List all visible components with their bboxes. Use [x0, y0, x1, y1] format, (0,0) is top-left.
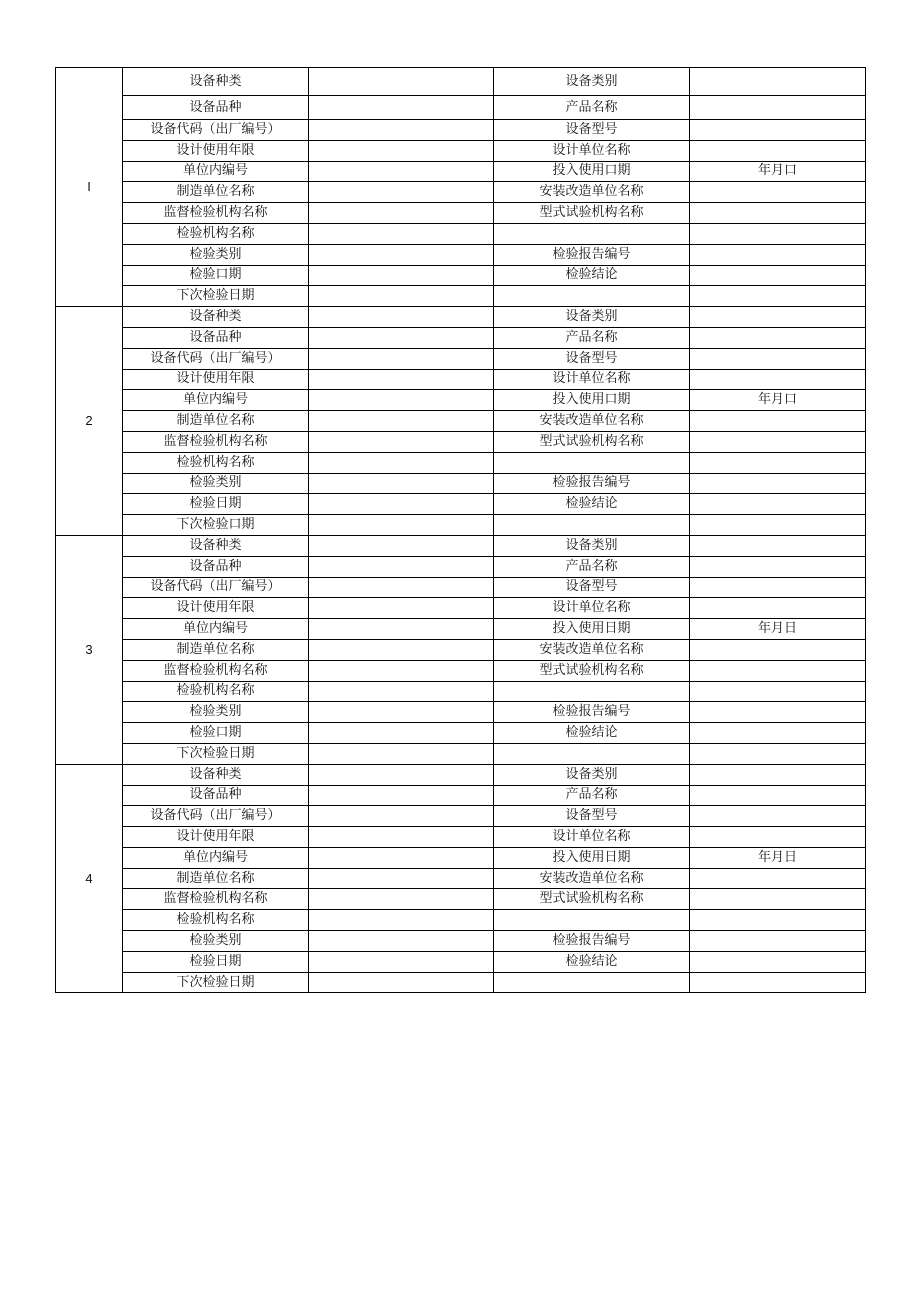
field-label: 设备代码（出厂编号）	[123, 806, 309, 827]
field-value[interactable]	[309, 431, 494, 452]
field-label-right: 设计单位名称	[494, 598, 690, 619]
table-row	[56, 598, 866, 619]
field-label: 检验机构名称	[123, 452, 309, 473]
field-value-right[interactable]	[690, 660, 866, 681]
field-value-right[interactable]	[690, 910, 866, 931]
field-value-right[interactable]	[690, 598, 866, 619]
table-row	[56, 535, 866, 556]
field-value-right[interactable]	[690, 348, 866, 369]
field-label-right	[494, 910, 690, 931]
field-label: 单位内编号	[123, 161, 309, 182]
table-row	[56, 660, 866, 681]
table-row	[56, 348, 866, 369]
field-value-right[interactable]	[690, 182, 866, 203]
field-label-right: 型式试验机构名称	[494, 431, 690, 452]
field-value[interactable]	[309, 223, 494, 244]
field-value[interactable]	[309, 764, 494, 785]
field-value-right[interactable]	[690, 68, 866, 96]
field-value-right[interactable]	[690, 785, 866, 806]
field-label: 下次检验口期	[123, 515, 309, 536]
table-row	[56, 411, 866, 432]
field-label: 监督检验机构名称	[123, 431, 309, 452]
field-value-right[interactable]	[690, 723, 866, 744]
table-row	[56, 806, 866, 827]
field-value[interactable]	[309, 494, 494, 515]
table-row	[56, 785, 866, 806]
field-value-right[interactable]	[690, 223, 866, 244]
field-label-right: 设备型号	[494, 806, 690, 827]
table-row	[56, 619, 866, 640]
field-value[interactable]	[309, 847, 494, 868]
field-label-right: 产品名称	[494, 785, 690, 806]
field-label: 检验口期	[123, 265, 309, 286]
field-value-right[interactable]	[690, 681, 866, 702]
field-value-right[interactable]	[690, 556, 866, 577]
field-value[interactable]	[309, 182, 494, 203]
field-value-right[interactable]	[690, 494, 866, 515]
field-label: 设备种类	[123, 307, 309, 328]
table-row	[56, 577, 866, 598]
field-value[interactable]	[309, 785, 494, 806]
table-row	[56, 931, 866, 952]
field-label: 检验日期	[123, 494, 309, 515]
field-label: 检验类别	[123, 702, 309, 723]
table-row	[56, 286, 866, 307]
field-value[interactable]	[309, 161, 494, 182]
field-label: 制造单位名称	[123, 182, 309, 203]
field-value-right[interactable]	[690, 473, 866, 494]
table-row	[56, 723, 866, 744]
field-label-right	[494, 972, 690, 993]
field-value-right[interactable]	[690, 369, 866, 390]
field-label-right: 检验结论	[494, 723, 690, 744]
field-label: 单位内编号	[123, 390, 309, 411]
field-label: 制造单位名称	[123, 639, 309, 660]
field-value[interactable]	[309, 452, 494, 473]
field-label-right: 设备类别	[494, 68, 690, 96]
field-value[interactable]	[309, 369, 494, 390]
field-label: 设备品种	[123, 556, 309, 577]
field-label-right: 检验报告编号	[494, 702, 690, 723]
field-label: 设备品种	[123, 96, 309, 120]
field-label-right: 投入使用口期	[494, 390, 690, 411]
equipment-register-body	[56, 68, 866, 993]
field-value[interactable]	[309, 619, 494, 640]
table-row	[56, 369, 866, 390]
table-row	[56, 265, 866, 286]
field-label-right: 设备类别	[494, 307, 690, 328]
field-label: 下次检验日期	[123, 972, 309, 993]
field-value[interactable]	[309, 120, 494, 141]
field-value-right[interactable]: 年月日	[690, 619, 866, 640]
field-value[interactable]	[309, 972, 494, 993]
field-label: 监督检验机构名称	[123, 203, 309, 224]
field-value[interactable]	[309, 743, 494, 764]
field-value-right[interactable]	[690, 286, 866, 307]
field-value[interactable]	[309, 411, 494, 432]
field-value[interactable]	[309, 910, 494, 931]
field-label-right: 型式试验机构名称	[494, 660, 690, 681]
field-value[interactable]	[309, 68, 494, 96]
field-value[interactable]	[309, 515, 494, 536]
field-label-right: 设备型号	[494, 348, 690, 369]
field-label: 设计使用年限	[123, 369, 309, 390]
field-label: 下次检验日期	[123, 286, 309, 307]
field-value[interactable]	[309, 577, 494, 598]
field-label-right: 安装改造单位名称	[494, 411, 690, 432]
table-row	[56, 868, 866, 889]
field-value-right[interactable]: 年月口	[690, 390, 866, 411]
field-value-right[interactable]: 年月口	[690, 161, 866, 182]
table-row	[56, 827, 866, 848]
field-value-right[interactable]	[690, 827, 866, 848]
field-label-right: 设计单位名称	[494, 827, 690, 848]
field-value-right[interactable]	[690, 515, 866, 536]
field-value[interactable]	[309, 535, 494, 556]
field-label-right: 设计单位名称	[494, 369, 690, 390]
field-value[interactable]	[309, 244, 494, 265]
field-label-right	[494, 452, 690, 473]
field-label-right	[494, 223, 690, 244]
field-label: 设备品种	[123, 327, 309, 348]
field-value[interactable]	[309, 723, 494, 744]
field-label: 设备代码（出厂编号）	[123, 348, 309, 369]
field-label-right: 检验报告编号	[494, 931, 690, 952]
field-value[interactable]	[309, 140, 494, 161]
field-label: 检验日期	[123, 951, 309, 972]
field-label: 检验机构名称	[123, 910, 309, 931]
field-label-right: 检验结论	[494, 494, 690, 515]
field-label: 下次检验日期	[123, 743, 309, 764]
field-value[interactable]	[309, 639, 494, 660]
field-value-right[interactable]	[690, 96, 866, 120]
field-value-right[interactable]	[690, 431, 866, 452]
field-value[interactable]	[309, 702, 494, 723]
table-row	[56, 951, 866, 972]
group-index: I	[56, 68, 123, 307]
field-value[interactable]	[309, 951, 494, 972]
table-row	[56, 182, 866, 203]
field-label: 单位内编号	[123, 847, 309, 868]
field-label: 设备种类	[123, 68, 309, 96]
field-label-right: 投入使用口期	[494, 161, 690, 182]
field-label: 设计使用年限	[123, 598, 309, 619]
table-row	[56, 96, 866, 120]
field-label: 制造单位名称	[123, 411, 309, 432]
table-row	[56, 556, 866, 577]
field-value[interactable]	[309, 348, 494, 369]
field-value-right[interactable]	[690, 577, 866, 598]
table-row	[56, 764, 866, 785]
field-value-right[interactable]	[690, 868, 866, 889]
field-label-right: 设备型号	[494, 577, 690, 598]
field-label: 监督检验机构名称	[123, 660, 309, 681]
table-row	[56, 203, 866, 224]
field-value[interactable]	[309, 96, 494, 120]
table-row	[56, 473, 866, 494]
field-value-right[interactable]	[690, 806, 866, 827]
field-value[interactable]	[309, 327, 494, 348]
equipment-register-table	[55, 67, 866, 993]
field-value-right[interactable]	[690, 411, 866, 432]
field-label: 设备种类	[123, 535, 309, 556]
field-value[interactable]	[309, 598, 494, 619]
field-value-right[interactable]	[690, 743, 866, 764]
field-label-right: 产品名称	[494, 96, 690, 120]
table-row	[56, 120, 866, 141]
field-label-right: 投入使用日期	[494, 847, 690, 868]
table-row	[56, 140, 866, 161]
field-label: 设备种类	[123, 764, 309, 785]
field-label: 设计使用年限	[123, 140, 309, 161]
field-value-right[interactable]	[690, 639, 866, 660]
group-index: 3	[56, 535, 123, 764]
field-value-right[interactable]	[690, 120, 866, 141]
field-label: 设备代码（出厂编号）	[123, 577, 309, 598]
field-label-right: 产品名称	[494, 327, 690, 348]
field-label-right: 型式试验机构名称	[494, 203, 690, 224]
field-label-right: 检验报告编号	[494, 244, 690, 265]
field-value[interactable]	[309, 556, 494, 577]
field-value-right[interactable]	[690, 452, 866, 473]
field-label: 检验类别	[123, 931, 309, 952]
field-value-right[interactable]	[690, 764, 866, 785]
field-value[interactable]	[309, 889, 494, 910]
table-row	[56, 910, 866, 931]
field-value-right[interactable]	[690, 140, 866, 161]
field-value-right[interactable]	[690, 307, 866, 328]
table-row	[56, 702, 866, 723]
field-value[interactable]	[309, 286, 494, 307]
field-label: 设备代码（出厂编号）	[123, 120, 309, 141]
field-label-right: 设备型号	[494, 120, 690, 141]
table-row	[56, 743, 866, 764]
field-value-right[interactable]	[690, 535, 866, 556]
field-label: 检验类别	[123, 244, 309, 265]
field-value-right[interactable]	[690, 327, 866, 348]
field-label-right: 检验报告编号	[494, 473, 690, 494]
group-index: 2	[56, 307, 123, 536]
field-label-right: 安装改造单位名称	[494, 868, 690, 889]
field-label-right: 型式试验机构名称	[494, 889, 690, 910]
field-label: 设备品种	[123, 785, 309, 806]
field-value-right[interactable]	[690, 244, 866, 265]
table-row	[56, 244, 866, 265]
table-row	[56, 307, 866, 328]
field-label: 制造单位名称	[123, 868, 309, 889]
field-label: 单位内编号	[123, 619, 309, 640]
field-value[interactable]	[309, 660, 494, 681]
table-row	[56, 972, 866, 993]
field-value-right[interactable]	[690, 972, 866, 993]
field-value-right[interactable]	[690, 889, 866, 910]
field-value[interactable]	[309, 265, 494, 286]
field-label-right: 检验结论	[494, 265, 690, 286]
field-value-right[interactable]	[690, 265, 866, 286]
field-label: 检验机构名称	[123, 681, 309, 702]
field-label-right: 安装改造单位名称	[494, 639, 690, 660]
table-row	[56, 431, 866, 452]
field-label-right: 投入使用日期	[494, 619, 690, 640]
field-label-right: 产品名称	[494, 556, 690, 577]
field-value[interactable]	[309, 307, 494, 328]
table-row	[56, 452, 866, 473]
field-label: 检验类别	[123, 473, 309, 494]
field-value[interactable]	[309, 931, 494, 952]
field-label-right: 安装改造单位名称	[494, 182, 690, 203]
field-label-right: 设备类别	[494, 764, 690, 785]
group-index: 4	[56, 764, 123, 993]
field-label-right	[494, 743, 690, 764]
field-label: 检验口期	[123, 723, 309, 744]
table-row	[56, 161, 866, 182]
table-row	[56, 68, 866, 96]
field-value[interactable]	[309, 203, 494, 224]
field-label-right: 设计单位名称	[494, 140, 690, 161]
field-value[interactable]	[309, 827, 494, 848]
table-row	[56, 889, 866, 910]
field-value[interactable]	[309, 681, 494, 702]
table-row	[56, 681, 866, 702]
field-value-right[interactable]	[690, 702, 866, 723]
field-label-right	[494, 515, 690, 536]
table-row	[56, 494, 866, 515]
table-row	[56, 639, 866, 660]
field-label-right: 设备类别	[494, 535, 690, 556]
table-row	[56, 327, 866, 348]
field-value[interactable]	[309, 473, 494, 494]
field-value-right[interactable]	[690, 951, 866, 972]
field-label-right: 检验结论	[494, 951, 690, 972]
field-label: 检验机构名称	[123, 223, 309, 244]
field-value[interactable]	[309, 806, 494, 827]
table-row	[56, 223, 866, 244]
field-label: 设计使用年限	[123, 827, 309, 848]
field-value-right[interactable]: 年月日	[690, 847, 866, 868]
field-value[interactable]	[309, 868, 494, 889]
table-row	[56, 390, 866, 411]
table-row	[56, 847, 866, 868]
field-value-right[interactable]	[690, 931, 866, 952]
field-value-right[interactable]	[690, 203, 866, 224]
field-value[interactable]	[309, 390, 494, 411]
table-row	[56, 515, 866, 536]
field-label-right	[494, 286, 690, 307]
field-label: 监督检验机构名称	[123, 889, 309, 910]
field-label-right	[494, 681, 690, 702]
